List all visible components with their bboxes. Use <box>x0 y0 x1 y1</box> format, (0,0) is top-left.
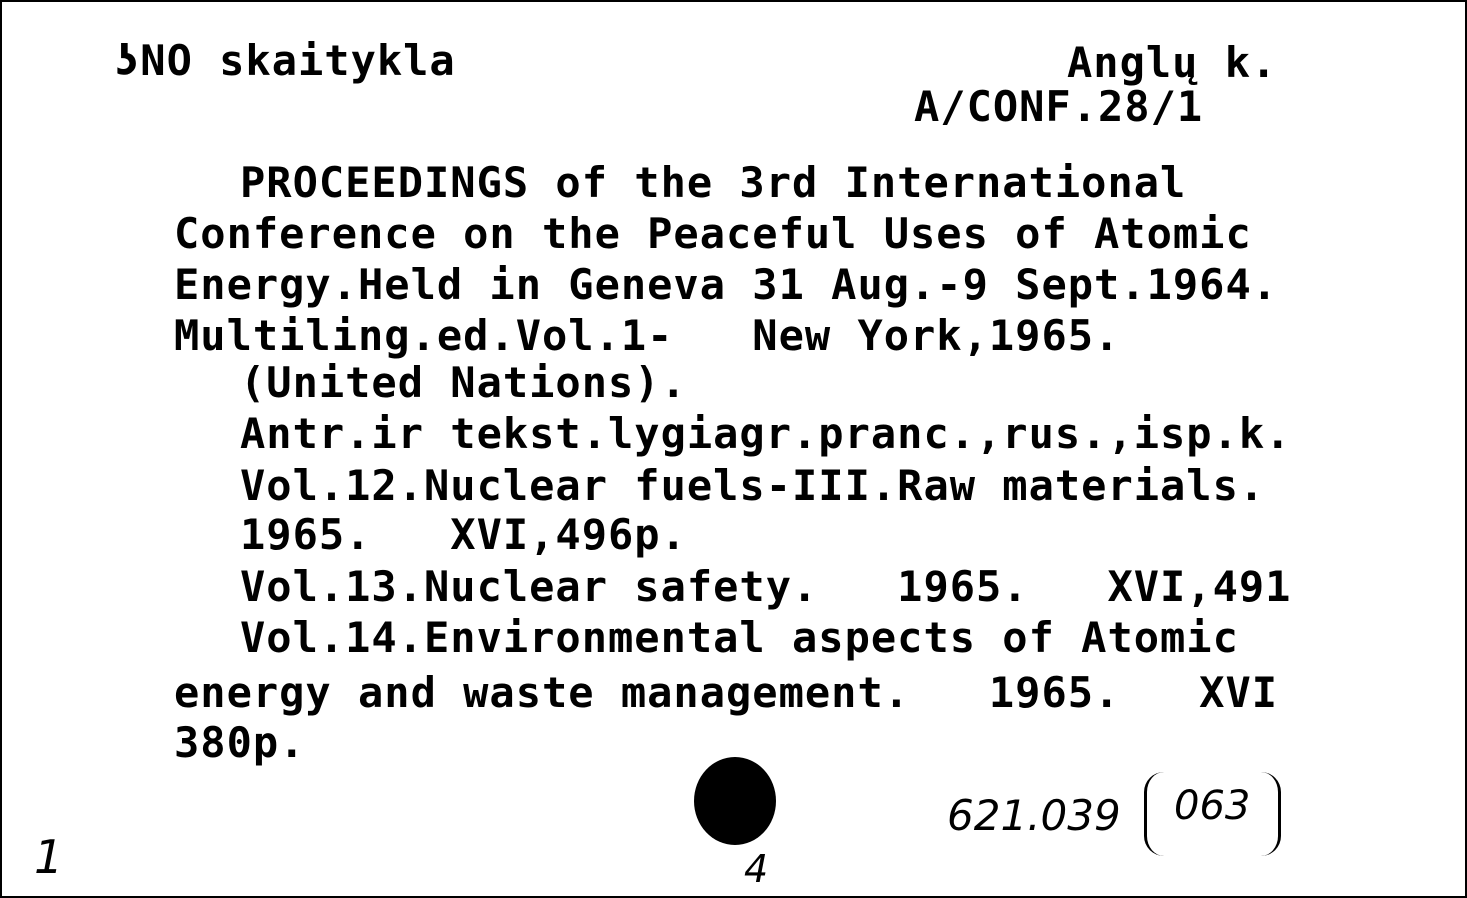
volume-14-title: Vol.14.Environmental aspects of Atomic <box>240 613 1239 662</box>
document-code: A/CONF.28/1 <box>914 82 1204 131</box>
title-line-4: Multiling.ed.Vol.1- New York,1965. <box>174 311 1121 360</box>
publisher: (United Nations). <box>240 358 687 407</box>
volume-14-subtitle: energy and waste management. 1965. XVI <box>174 668 1279 717</box>
classification-subdivision: 063 <box>1174 783 1251 829</box>
library-header: ʖNO skaitykla <box>114 36 456 85</box>
volume-12-details: 1965. XVI,496p. <box>240 510 687 559</box>
volume-13-entry: Vol.13.Nuclear safety. 1965. XVI,491 <box>240 562 1292 611</box>
language-label: Anglų k. <box>1067 38 1278 87</box>
handwritten-mark-left: 1 <box>34 830 64 884</box>
classification-bracket-right <box>1260 772 1281 856</box>
language-note: Antr.ir tekst.lygiagr.pranc.,rus.,isp.k. <box>240 409 1292 458</box>
handwritten-mark-bottom: 4 <box>744 847 769 891</box>
title-line-3: Energy.Held in Geneva 31 Aug.-9 Sept.1964. <box>174 260 1279 309</box>
volume-14-pages: 380p. <box>174 718 306 767</box>
title-line-1: PROCEEDINGS of the 3rd International <box>240 158 1187 207</box>
title-line-2: Conference on the Peaceful Uses of Atomic <box>174 209 1252 258</box>
volume-12-title: Vol.12.Nuclear fuels-III.Raw materials. <box>240 461 1266 510</box>
classification-bracket-left <box>1144 772 1165 856</box>
classification-number: 621.039 <box>947 791 1121 840</box>
punch-hole <box>694 757 776 845</box>
